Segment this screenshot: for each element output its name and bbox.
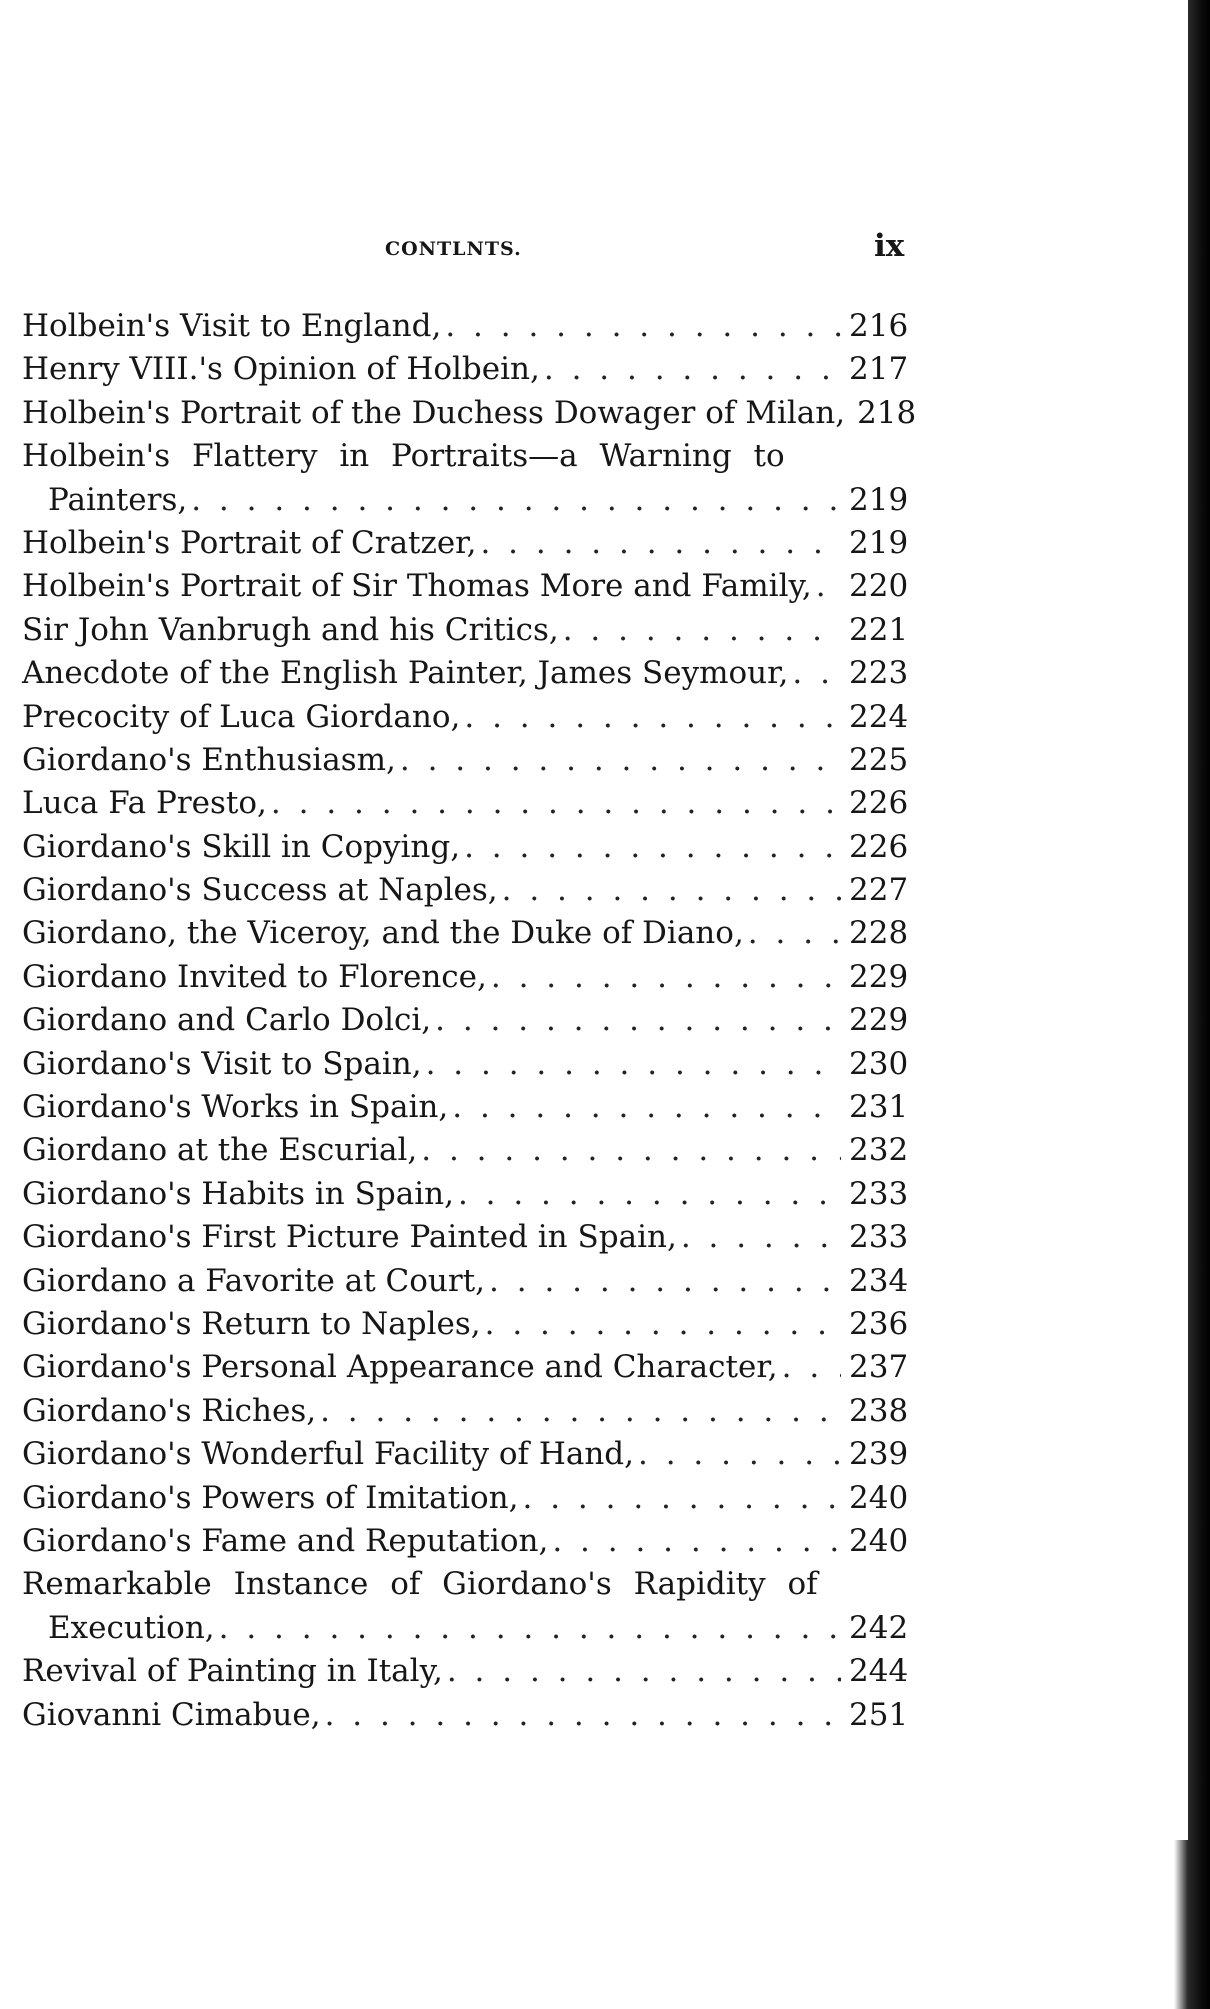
dot-leader bbox=[447, 1650, 841, 1693]
toc-entry-continuation bbox=[22, 1607, 907, 1650]
toc-entry-title: Holbein's Portrait of Cratzer, bbox=[22, 524, 477, 561]
toc-entry-title: Luca Fa Presto, bbox=[22, 785, 267, 822]
toc-entry-title: Giordano, the Viceroy, and the Duke of Diano, bbox=[22, 915, 744, 952]
toc-entry-page: 239 bbox=[849, 1436, 909, 1473]
toc-entry bbox=[22, 999, 907, 1042]
toc-entry-page: 217 bbox=[849, 351, 909, 388]
toc-entry-page: 229 bbox=[849, 1002, 909, 1039]
dot-leader bbox=[464, 826, 841, 869]
dot-leader bbox=[421, 1129, 841, 1172]
toc-entry bbox=[22, 912, 907, 955]
dot-leader bbox=[485, 1303, 841, 1346]
dot-leader bbox=[320, 1390, 841, 1433]
dot-leader bbox=[522, 1477, 841, 1520]
toc-entry-title: Giordano Invited to Florence, bbox=[22, 958, 487, 995]
toc-entry-page: 227 bbox=[849, 872, 909, 909]
toc-entry-page: 236 bbox=[849, 1305, 909, 1342]
dot-leader bbox=[816, 565, 841, 608]
dot-leader bbox=[452, 1086, 841, 1129]
dot-leader bbox=[219, 1607, 841, 1650]
toc-entry-title: Giordano and Carlo Dolci, bbox=[22, 1002, 432, 1039]
page-number: ix bbox=[874, 228, 905, 264]
toc-entry-page: 221 bbox=[849, 611, 909, 648]
toc-entry-page: 223 bbox=[849, 655, 909, 692]
dot-leader bbox=[544, 348, 841, 391]
toc-entry-title: Precocity of Luca Giordano, bbox=[22, 698, 461, 735]
toc-entry bbox=[22, 1346, 907, 1389]
running-head bbox=[0, 228, 1210, 268]
toc-entry bbox=[22, 1563, 907, 1606]
toc-entry bbox=[22, 1216, 907, 1259]
toc-entry-title: Anecdote of the English Painter, James Seymour, bbox=[22, 655, 789, 692]
toc-entry-page: 237 bbox=[849, 1349, 909, 1386]
toc-entry-title: Giordano's Skill in Copying, bbox=[22, 828, 461, 865]
toc-entry-title: Holbein's Flattery in Portraits—a Warning to bbox=[22, 438, 785, 475]
toc-entry bbox=[22, 1520, 907, 1563]
dot-leader bbox=[458, 1173, 841, 1216]
toc-entry-page: 229 bbox=[849, 958, 909, 995]
dot-leader bbox=[271, 782, 841, 825]
dot-leader bbox=[782, 1346, 841, 1389]
toc-entry bbox=[22, 782, 907, 825]
toc-entry-title: Holbein's Portrait of Sir Thomas More and Family, bbox=[22, 568, 812, 605]
toc-entry-title: Giordano a Favorite at Court, bbox=[22, 1262, 486, 1299]
running-title: CONTLNTS. bbox=[385, 238, 522, 260]
dot-leader bbox=[400, 739, 841, 782]
dot-leader bbox=[480, 522, 841, 565]
toc-entry-page: 231 bbox=[849, 1089, 909, 1126]
toc-entry bbox=[22, 652, 907, 695]
toc-entry bbox=[22, 435, 907, 478]
toc-entry-title: Giordano's Habits in Spain, bbox=[22, 1175, 454, 1212]
toc-entry-title: Giordano's Success at Naples, bbox=[22, 872, 498, 909]
toc-entry-title: Remarkable Instance of Giordano's Rapidity of bbox=[22, 1566, 818, 1603]
toc-entry-page: 230 bbox=[849, 1045, 909, 1082]
toc-entry-page: 224 bbox=[849, 698, 909, 735]
toc-entry-title: Revival of Painting in Italy, bbox=[22, 1653, 443, 1690]
toc-entry-page: 244 bbox=[849, 1653, 909, 1690]
toc-entry-page: 220 bbox=[849, 568, 909, 605]
toc-entry-page: 218 bbox=[857, 394, 917, 431]
toc-entry-title: Holbein's Visit to England, bbox=[22, 308, 442, 344]
toc-entry bbox=[22, 609, 907, 652]
toc-entry-title: Giordano's Enthusiasm, bbox=[22, 741, 396, 778]
toc-entry bbox=[22, 696, 907, 739]
dot-leader bbox=[681, 1216, 841, 1259]
dot-leader bbox=[426, 1043, 841, 1086]
toc-entry bbox=[22, 1694, 907, 1737]
dot-leader bbox=[792, 652, 841, 695]
toc-entry-continuation bbox=[22, 479, 907, 522]
page-edge-shadow-lower bbox=[1174, 1840, 1188, 2009]
toc-entry-title: Giordano's First Picture Painted in Spain, bbox=[22, 1219, 677, 1256]
dot-leader bbox=[464, 696, 841, 739]
toc-entry-title: Giordano's Riches, bbox=[22, 1392, 317, 1429]
toc-entry bbox=[22, 1173, 907, 1216]
toc-entry-page: 226 bbox=[849, 785, 909, 822]
toc-entry-page: 233 bbox=[849, 1219, 909, 1256]
toc-entry bbox=[22, 1433, 907, 1476]
toc-entry bbox=[22, 1129, 907, 1172]
toc-entry bbox=[22, 869, 907, 912]
toc-entry bbox=[22, 956, 907, 999]
toc-entry-title: Giordano at the Escurial, bbox=[22, 1132, 418, 1169]
toc-entry-title-continuation: Execution, bbox=[48, 1609, 215, 1646]
toc-entry bbox=[22, 1477, 907, 1520]
toc-entry bbox=[22, 348, 907, 391]
toc-entry-page: 238 bbox=[849, 1392, 909, 1429]
toc-entry-title: Giovanni Cimabue, bbox=[22, 1696, 321, 1733]
toc-entry-page: 240 bbox=[849, 1522, 909, 1559]
dot-leader bbox=[638, 1433, 841, 1476]
toc-entry bbox=[22, 1303, 907, 1346]
dot-leader bbox=[748, 912, 841, 955]
dot-leader bbox=[502, 869, 841, 912]
toc-entry bbox=[22, 1260, 907, 1303]
toc-entry bbox=[22, 1650, 907, 1693]
toc-entry bbox=[22, 1043, 907, 1086]
toc-entry-title: Giordano's Return to Naples, bbox=[22, 1305, 481, 1342]
table-of-contents bbox=[22, 305, 917, 1737]
toc-entry-title-continuation: Painters, bbox=[48, 481, 188, 518]
toc-entry-page: 234 bbox=[849, 1262, 909, 1299]
toc-entry-page: 219 bbox=[849, 481, 909, 518]
toc-entry bbox=[22, 826, 907, 869]
toc-entry-page: 242 bbox=[849, 1609, 909, 1646]
toc-entry-title: Giordano's Works in Spain, bbox=[22, 1089, 449, 1126]
toc-entry bbox=[22, 522, 907, 565]
toc-entry-title: Giordano's Wonderful Facility of Hand, bbox=[22, 1436, 634, 1473]
toc-entry bbox=[22, 305, 907, 348]
toc-entry bbox=[22, 392, 917, 435]
toc-entry-page: 233 bbox=[849, 1175, 909, 1212]
dot-leader bbox=[325, 1694, 841, 1737]
dot-leader bbox=[552, 1520, 841, 1563]
toc-entry-page: 228 bbox=[849, 915, 909, 952]
toc-entry-title: Giordano's Personal Appearance and Character, bbox=[22, 1349, 778, 1386]
toc-entry-page: 216 bbox=[849, 308, 909, 344]
dot-leader bbox=[489, 1260, 841, 1303]
toc-entry-title: Giordano's Visit to Spain, bbox=[22, 1045, 422, 1082]
toc-entry-page: 251 bbox=[849, 1696, 909, 1733]
toc-entry-page: 232 bbox=[849, 1132, 909, 1169]
toc-entry-title: Henry VIII.'s Opinion of Holbein, bbox=[22, 351, 540, 388]
toc-entry-title: Giordano's Powers of Imitation, bbox=[22, 1479, 519, 1516]
toc-entry-page: 219 bbox=[849, 524, 909, 561]
toc-entry bbox=[22, 739, 907, 782]
dot-leader bbox=[563, 609, 841, 652]
toc-entry-title: Sir John Vanbrugh and his Critics, bbox=[22, 611, 559, 648]
dot-leader bbox=[191, 479, 841, 522]
dot-leader bbox=[491, 956, 841, 999]
toc-entry-page: 240 bbox=[849, 1479, 909, 1516]
toc-entry-title: Holbein's Portrait of the Duchess Dowager of Milan, bbox=[22, 394, 846, 431]
toc-entry-page: 225 bbox=[849, 741, 909, 778]
toc-entry bbox=[22, 565, 907, 608]
toc-entry bbox=[22, 1390, 907, 1433]
toc-entry-title: Giordano's Fame and Reputation, bbox=[22, 1522, 549, 1559]
toc-entry bbox=[22, 1086, 907, 1129]
dot-leader bbox=[435, 999, 841, 1042]
toc-entry-page: 226 bbox=[849, 828, 909, 865]
dot-leader bbox=[445, 305, 841, 348]
page-edge-shadow bbox=[1188, 0, 1210, 2009]
